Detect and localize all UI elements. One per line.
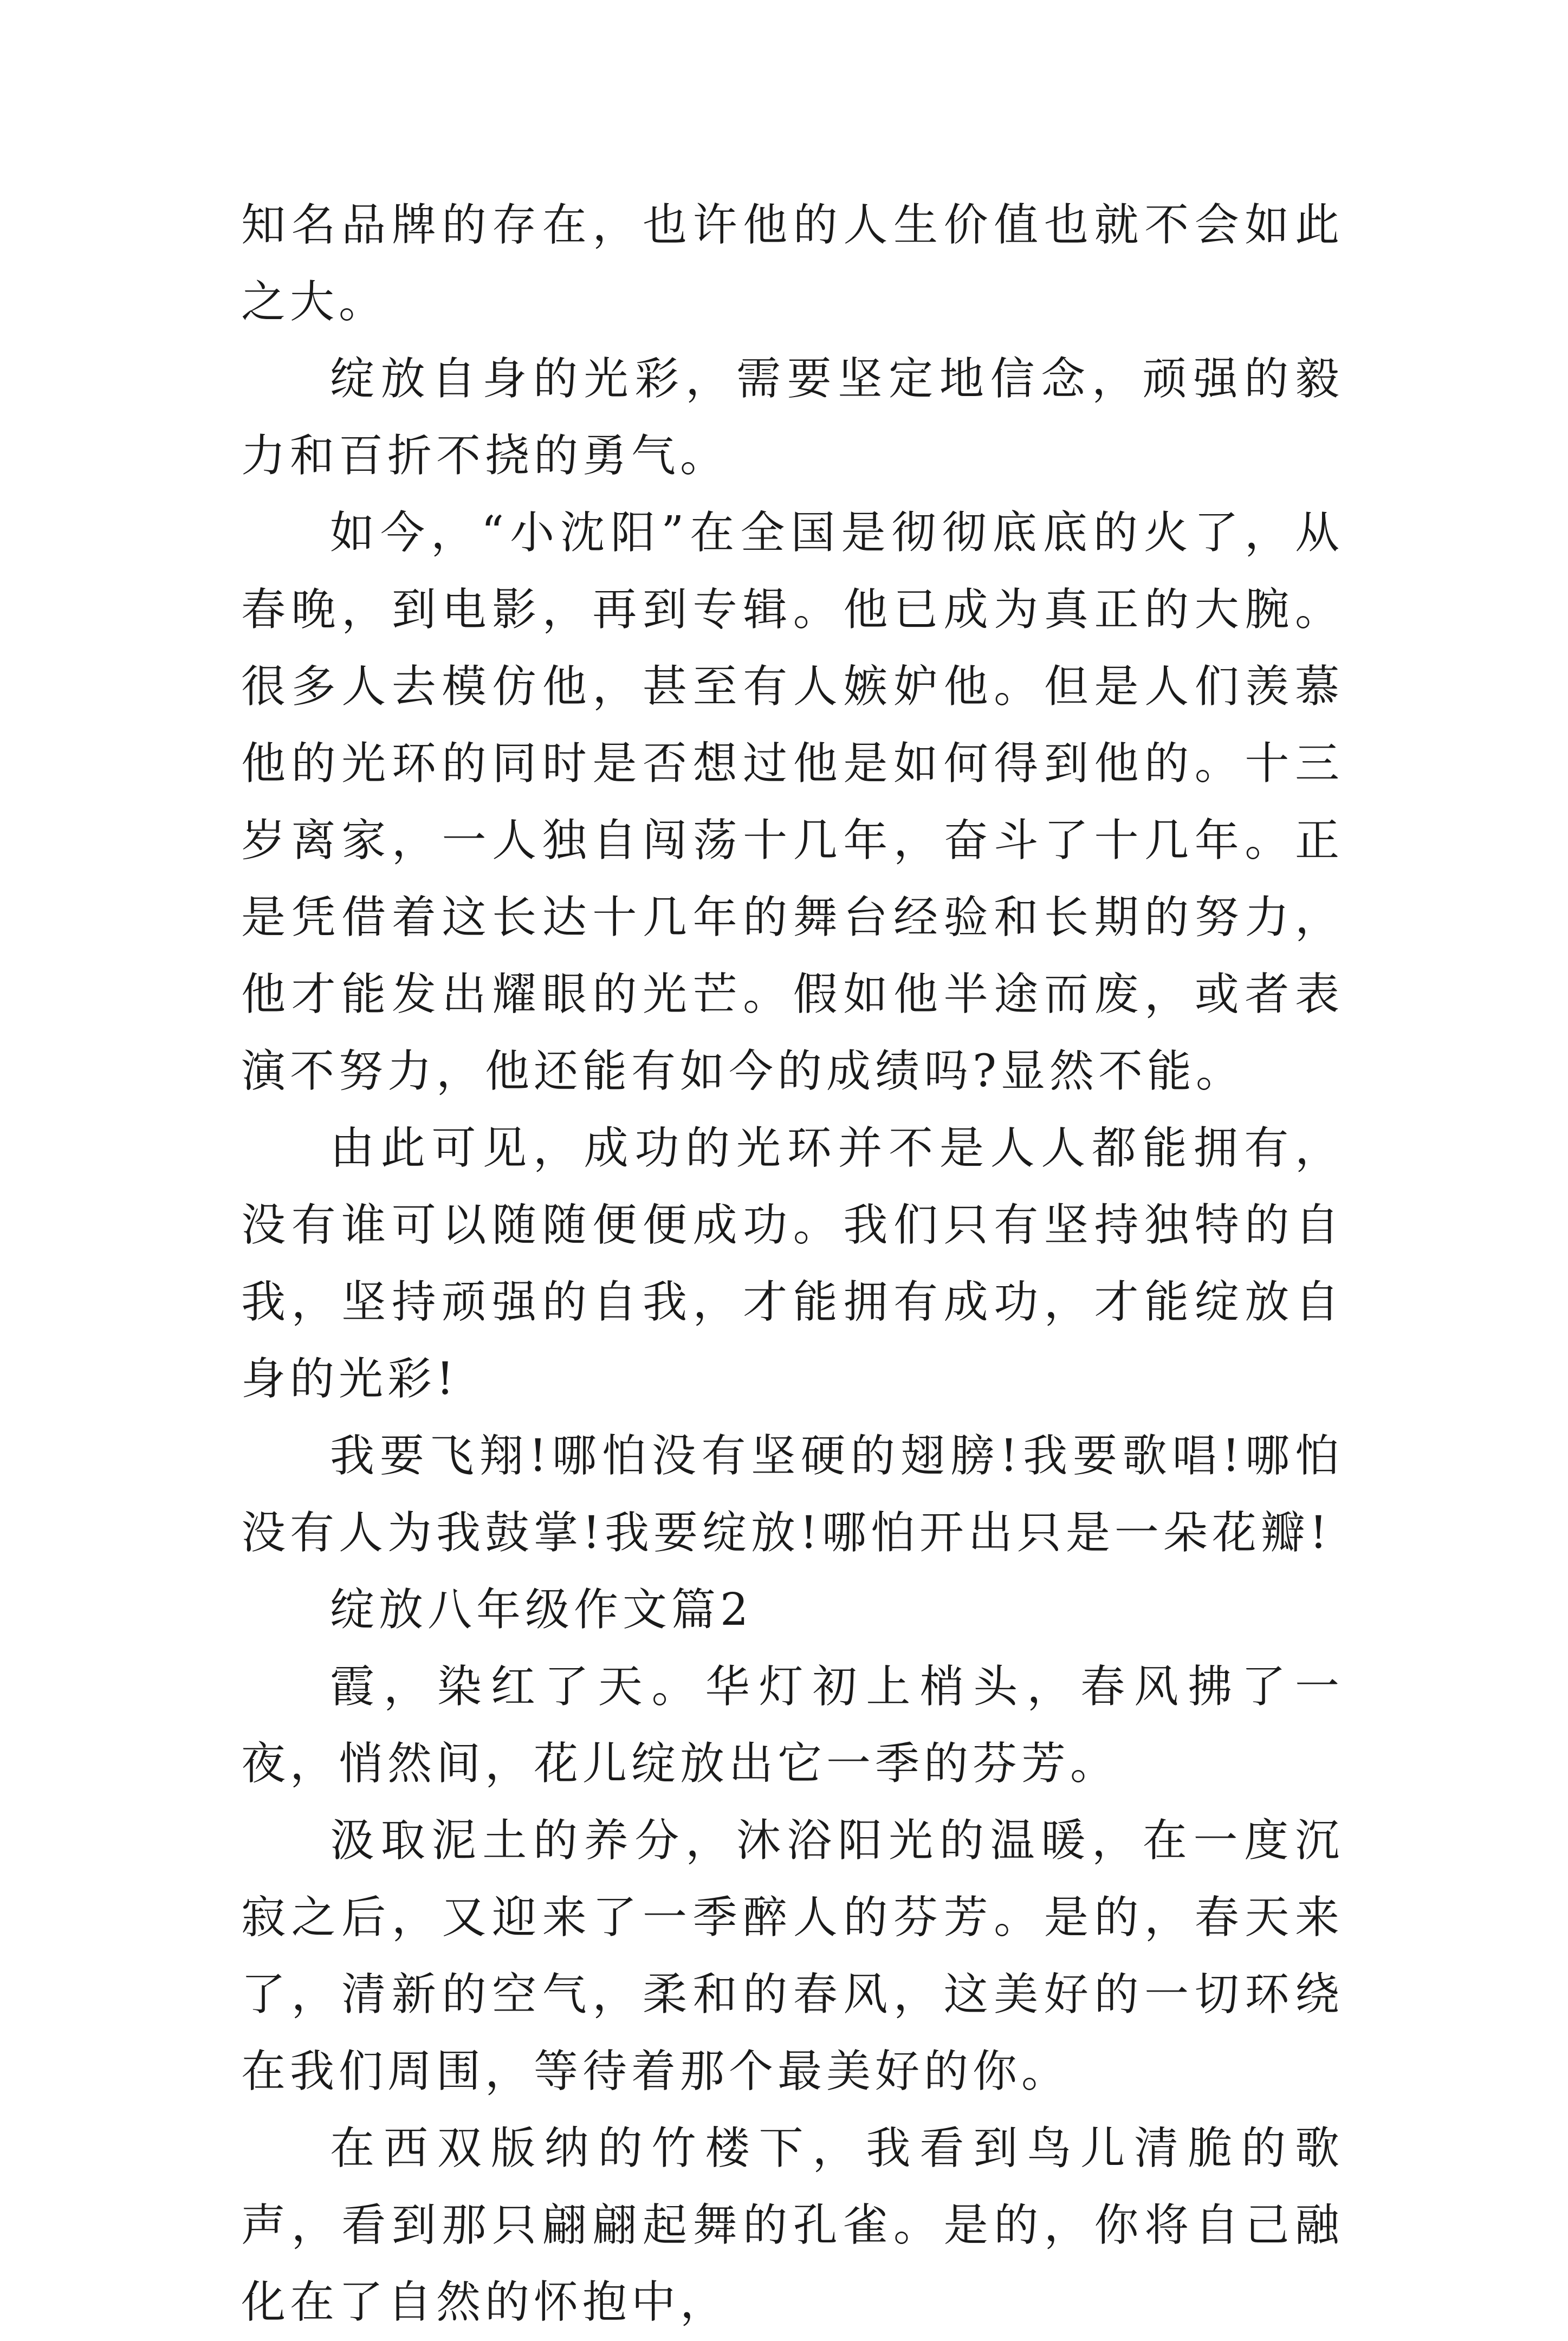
- paragraph: 汲取泥土的养分，沐浴阳光的温暖，在一度沉寂之后，又迎来了一季醉人的芬芳。是的，春天来了，清新的空气，柔和的春风，这美好的一切环绕在我们周围，等待着那个最美好的你。: [241, 1815, 1344, 2097]
- document-body: [241, 187, 1344, 2341]
- paragraph: 如今，“小沈阳”在全国是彻彻底底的火了，从春晚，到电影，再到专辑。他已成为真正的大腕。很多人去模仿他，甚至有人嫉妒他。但是人们羡慕他的光环的同时是否想过他是如何得到他的。十三岁离家，一人独自闯荡十几年，奋斗了十几年。正是凭借着这长达十几年的舞台经验和长期的努力，他才能发出耀眼的光芒。假如他半途而废，或者表演不努力，他还能有如今的成绩吗?显然不能。: [241, 507, 1344, 1097]
- paragraph: 由此可见，成功的光环并不是人人都能拥有，没有谁可以随随便便成功。我们只有坚持独特的自我，坚持顽强的自我，才能拥有成功，才能绽放自身的光彩!: [241, 1123, 1344, 1405]
- paragraph-continuation: 知名品牌的存在，也许他的人生价值也就不会如此之大。: [241, 199, 1344, 328]
- paragraph: 在西双版纳的竹楼下，我看到鸟儿清脆的歌声，看到那只翩翩起舞的孔雀。是的，你将自己融化在了自然的怀抱中，: [241, 2123, 1344, 2328]
- paragraph: 我要飞翔!哪怕没有坚硬的翅膀!我要歌唱!哪怕没有人为我鼓掌!我要绽放!哪怕开出只是一朵花瓣!: [241, 1430, 1344, 1559]
- paragraph: 霞，染红了天。华灯初上梢头，春风拂了一夜，悄然间，花儿绽放出它一季的芬芳。: [241, 1661, 1344, 1789]
- paragraph: 绽放自身的光彩，需要坚定地信念，顽强的毅力和百折不挠的勇气。: [241, 353, 1344, 482]
- section-heading: 绽放八年级作文篇2: [330, 1584, 753, 1636]
